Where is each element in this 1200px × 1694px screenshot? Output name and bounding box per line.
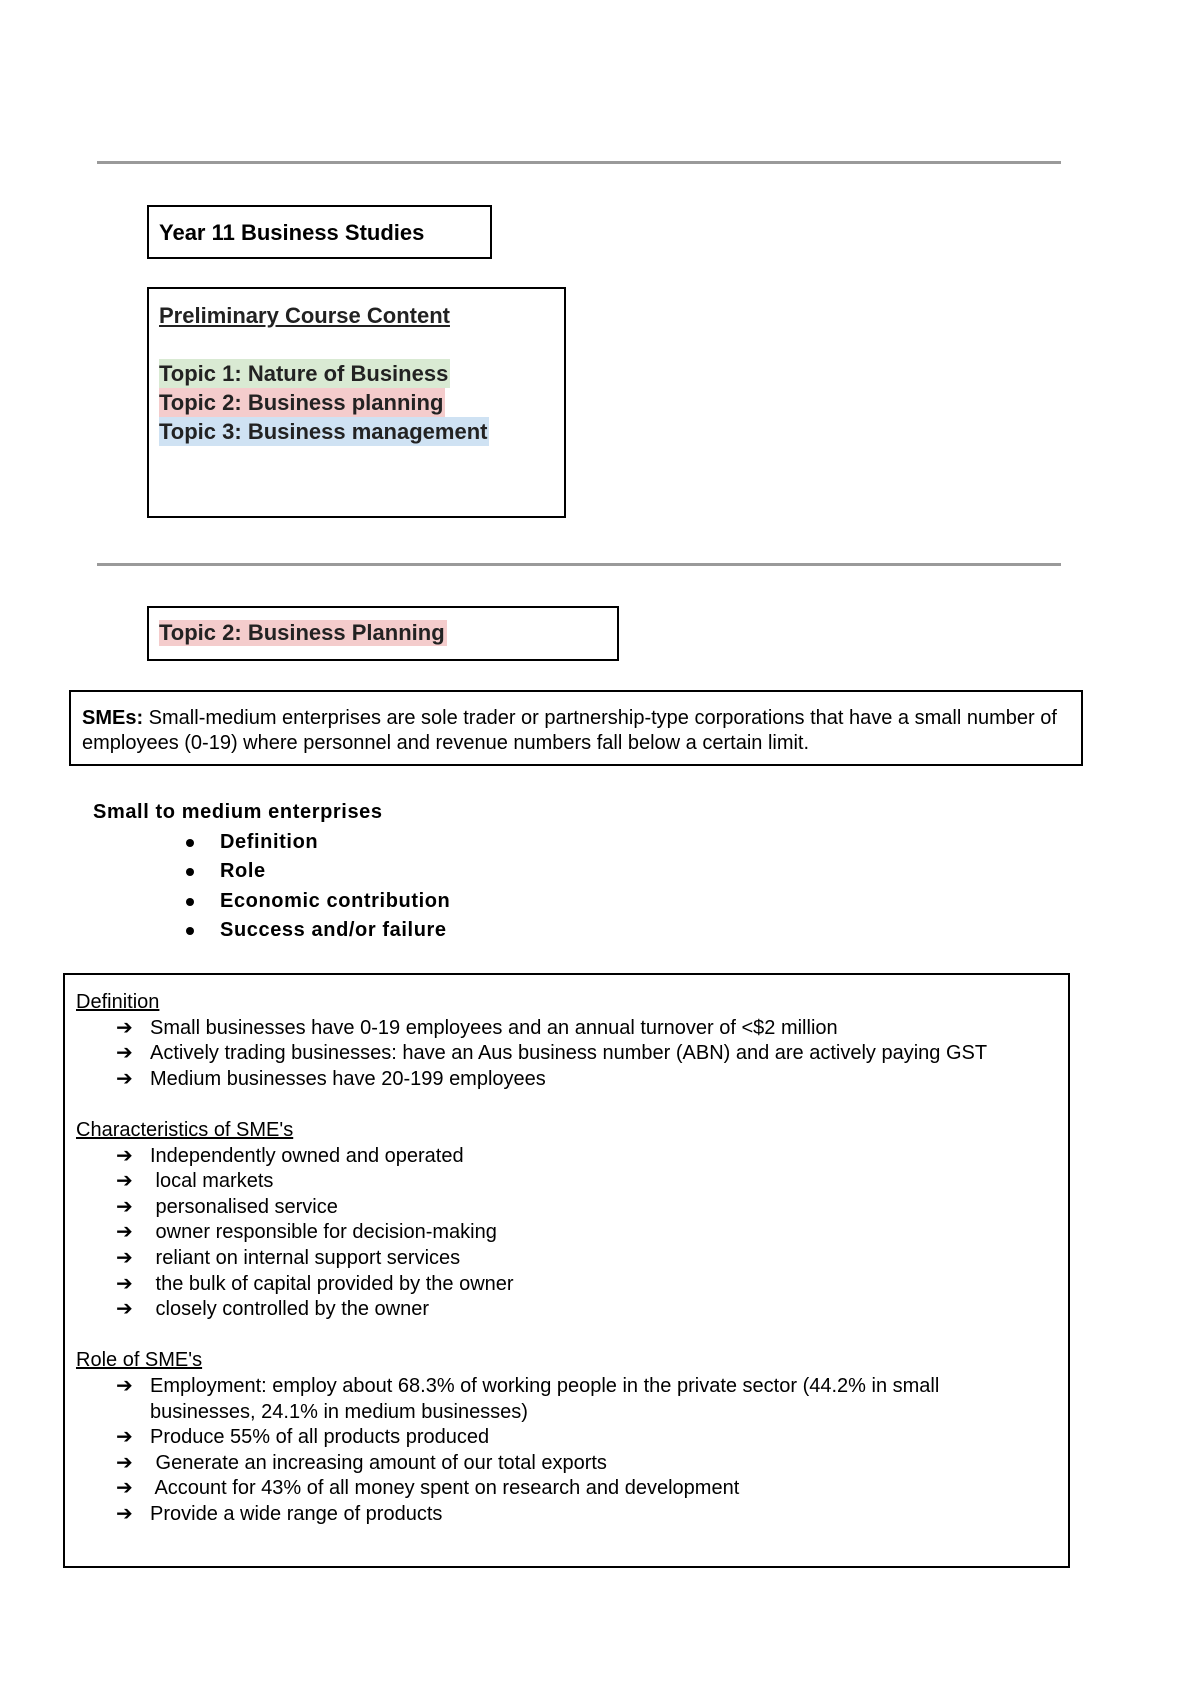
arrow-right-icon: ➔ <box>116 1016 133 1039</box>
list-item-text: personalised service <box>150 1195 338 1218</box>
sme-overview-heading: Small to medium enterprises <box>93 801 383 823</box>
definition-section <box>76 990 1068 1092</box>
bullet-icon <box>186 898 194 906</box>
list-item <box>76 1451 1068 1477</box>
arrow-right-icon: ➔ <box>116 1298 133 1321</box>
list-item-text: Independently owned and operated <box>150 1144 464 1167</box>
list-item <box>93 887 450 917</box>
list-item-text: Employment: employ about 68.3% of working people in the private sector (44.2% in small businesses, 24.1% in medium businesses) <box>150 1374 940 1423</box>
list-item-label: Role <box>220 860 266 882</box>
list-item <box>76 1272 1068 1298</box>
arrow-right-icon: ➔ <box>116 1170 133 1193</box>
list-item-text: Actively trading businesses: have an Aus business number (ABN) and are actively paying GST <box>150 1042 988 1065</box>
list-item-text: reliant on internal support services <box>150 1246 461 1269</box>
course-heading: Preliminary Course Content <box>159 303 450 328</box>
top-divider <box>97 161 1061 164</box>
list-item <box>76 1195 1068 1221</box>
course-content-box <box>147 287 566 518</box>
page-title-box <box>147 205 492 259</box>
list-item <box>76 1246 1068 1272</box>
arrow-right-icon: ➔ <box>116 1426 133 1449</box>
list-item-text: closely controlled by the owner <box>150 1298 430 1321</box>
arrow-right-icon: ➔ <box>116 1502 133 1525</box>
smes-definition-box <box>69 690 1083 766</box>
arrow-right-icon: ➔ <box>116 1042 133 1065</box>
list-item-text: Produce 55% of all products produced <box>150 1426 490 1449</box>
list-item <box>93 857 450 887</box>
list-item-label: Success and/or failure <box>220 919 447 941</box>
course-topic-list <box>159 359 564 446</box>
list-item <box>76 1476 1068 1502</box>
list-item-text: Account for 43% of all money spent on research and development <box>150 1477 740 1500</box>
course-topic-1: Topic 1: Nature of Business <box>159 361 449 386</box>
list-item <box>76 1144 1068 1170</box>
list-item <box>76 1220 1068 1246</box>
arrow-right-icon: ➔ <box>116 1272 133 1295</box>
arrow-right-icon: ➔ <box>116 1221 133 1244</box>
list-item <box>76 1169 1068 1195</box>
list-item <box>76 1374 1068 1425</box>
page-title: Year 11 Business Studies <box>159 220 425 245</box>
arrow-right-icon: ➔ <box>116 1246 133 1269</box>
bullet-icon <box>186 839 194 847</box>
list-item-text: Generate an increasing amount of our total exports <box>150 1451 607 1474</box>
middle-divider <box>97 563 1061 566</box>
list-item <box>76 1016 1068 1042</box>
characteristics-section <box>76 1118 1068 1323</box>
arrow-right-icon: ➔ <box>116 1195 133 1218</box>
smes-definition-text: Small-medium enterprises are sole trader or partnership-type corporations that have a small number of employees (0-19) where personnel and revenue numbers fall below a certain limit. <box>82 707 1057 754</box>
list-item-label: Definition <box>220 830 319 853</box>
arrow-right-icon: ➔ <box>116 1477 133 1500</box>
arrow-right-icon: ➔ <box>116 1067 133 1090</box>
course-topic-3: Topic 3: Business management <box>159 419 488 444</box>
list-item <box>76 1297 1068 1323</box>
arrow-right-icon: ➔ <box>116 1144 133 1167</box>
list-item <box>76 1041 1068 1067</box>
section-title: Definition <box>76 991 160 1013</box>
arrow-right-icon: ➔ <box>116 1374 133 1397</box>
list-item-label: Economic contribution <box>220 889 451 912</box>
bullet-icon <box>186 927 194 935</box>
role-section <box>76 1348 1068 1527</box>
section-title: Role of SME's <box>76 1349 203 1372</box>
section-title: Characteristics of SME's <box>76 1118 294 1141</box>
list-item-text: Provide a wide range of products <box>150 1502 443 1525</box>
list-item <box>76 1425 1068 1451</box>
bullet-icon <box>186 868 194 876</box>
list-item <box>76 1067 1068 1093</box>
smes-term: SMEs: <box>82 707 144 729</box>
list-item <box>76 1502 1068 1528</box>
list-item-text: owner responsible for decision-making <box>150 1221 497 1244</box>
arrow-right-icon: ➔ <box>116 1451 133 1474</box>
sme-details-box <box>63 973 1070 1568</box>
list-item <box>93 828 450 858</box>
list-item <box>93 916 450 946</box>
list-item-text: Small businesses have 0-19 employees and an annual turnover of <$2 million <box>150 1016 838 1039</box>
list-item-text: local markets <box>150 1170 274 1193</box>
topic-heading-box <box>147 606 619 661</box>
course-topic-2: Topic 2: Business planning <box>159 390 444 415</box>
list-item-text: the bulk of capital provided by the owner <box>150 1272 514 1295</box>
list-item-text: Medium businesses have 20-199 employees <box>150 1067 546 1090</box>
sme-overview-list <box>93 828 450 946</box>
topic-heading: Topic 2: Business Planning <box>159 620 445 645</box>
sme-overview <box>93 798 450 946</box>
